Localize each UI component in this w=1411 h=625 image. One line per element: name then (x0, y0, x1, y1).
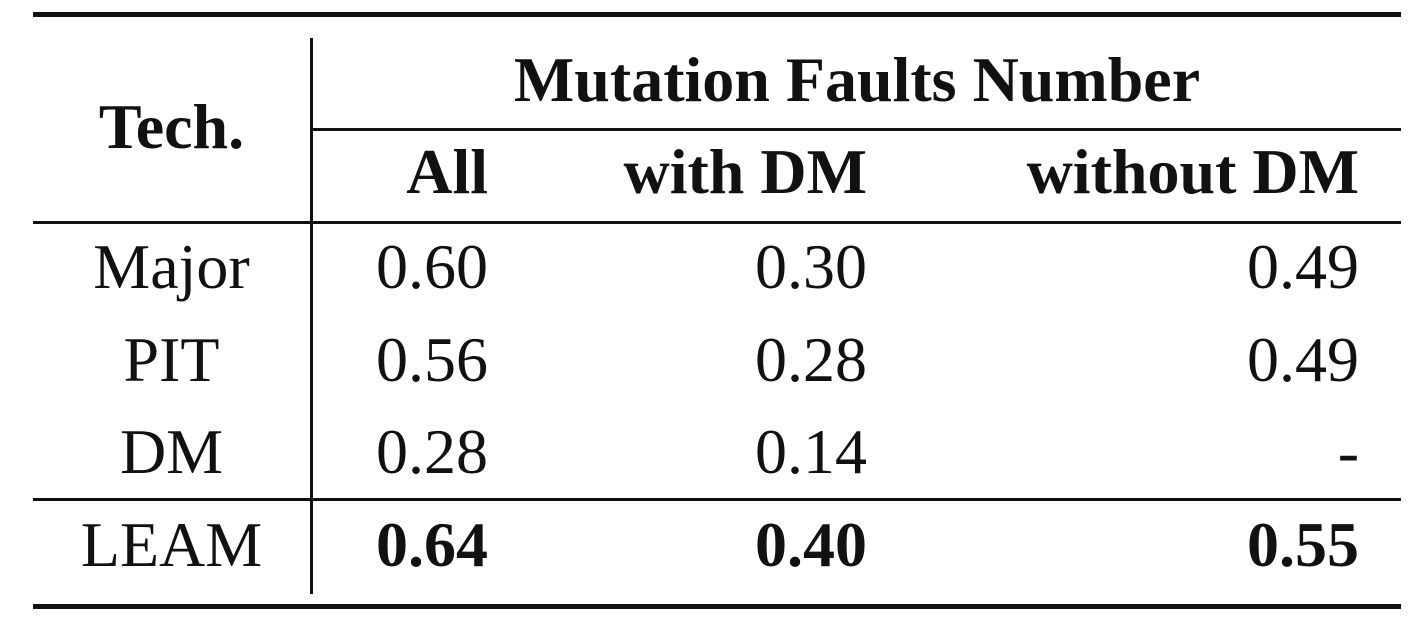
row-without-dm: 0.49 (1247, 324, 1359, 395)
row-all: 0.56 (376, 324, 488, 395)
column-separator (310, 38, 313, 594)
row-all: 0.60 (376, 231, 488, 302)
summary-rule (33, 498, 1401, 501)
top-rule (33, 12, 1401, 17)
row-all: 0.64 (376, 509, 488, 580)
header-rule (33, 221, 1401, 224)
row-with-dm: 0.40 (755, 509, 867, 580)
header-group-title: Mutation Faults Number (513, 44, 1201, 115)
group-underline (313, 128, 1401, 131)
header-col-without-dm: without DM (1026, 136, 1359, 207)
row-tech: LEAM (80, 509, 263, 580)
row-all: 0.28 (376, 416, 488, 487)
row-tech: DM (119, 416, 224, 487)
row-without-dm: - (1337, 416, 1359, 487)
row-with-dm: 0.28 (755, 324, 867, 395)
row-tech: PIT (123, 324, 220, 395)
header-col-all: All (406, 136, 488, 207)
row-without-dm: 0.49 (1247, 231, 1359, 302)
bottom-rule (33, 604, 1401, 609)
row-with-dm: 0.14 (755, 416, 867, 487)
row-with-dm: 0.30 (755, 231, 867, 302)
header-tech: Tech. (98, 91, 245, 162)
row-without-dm: 0.55 (1247, 509, 1359, 580)
header-col-with-dm: with DM (623, 136, 867, 207)
row-tech: Major (93, 231, 250, 302)
